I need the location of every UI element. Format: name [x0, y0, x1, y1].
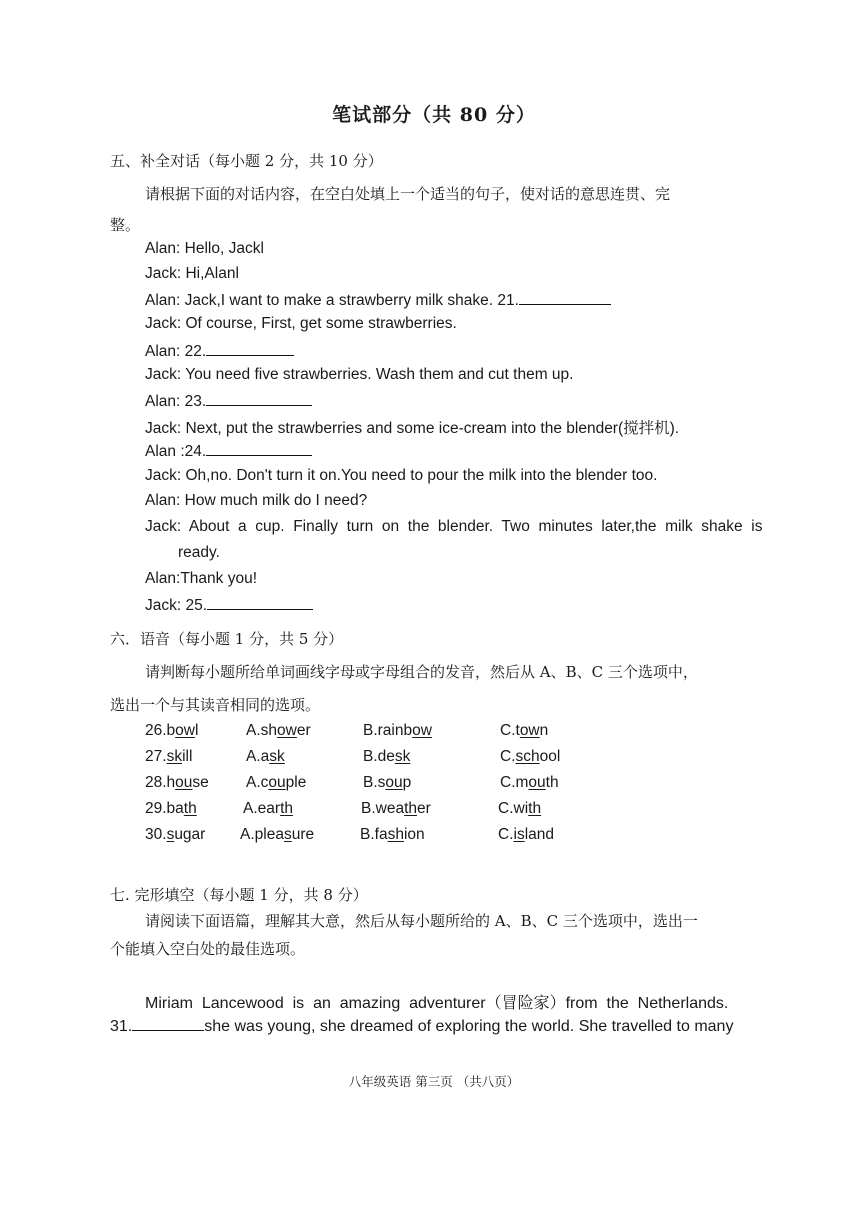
phonetics-option-c[interactable]: C.town — [500, 722, 549, 739]
answer-blank-23[interactable] — [206, 391, 312, 406]
section6-instruction-line1: 请判断每小题所给单词画线字母或字母组合的发音，然后从 A、B、C 三个选项中， — [145, 663, 698, 681]
phonetics-option-c[interactable]: C.mouth — [500, 774, 559, 791]
dialogue-line: Jack: Hi,Alanl — [145, 265, 239, 282]
dialogue-line: Jack: Oh,no. Don't turn it on.You need to pour the milk into the blender too. — [145, 467, 658, 484]
dialogue-line-23 — [145, 391, 312, 411]
dialogue-line-24 — [145, 441, 312, 461]
phonetics-option-c[interactable]: C.with — [498, 800, 542, 817]
answer-blank-22[interactable] — [206, 341, 294, 356]
phonetics-option-b[interactable]: B.rainbow — [363, 722, 432, 739]
dialogue-text: Jack: 25. — [145, 597, 208, 614]
dialogue-text: Alan: 22. — [145, 343, 207, 360]
phonetics-option-b[interactable]: B.desk — [363, 748, 411, 765]
section7-instruction-line1: 请阅读下面语篇，理解其大意，然后从每小题所给的 A、B、C 三个选项中，选出一 — [145, 912, 698, 930]
phonetics-option-c[interactable]: C.island — [498, 826, 555, 843]
phonetics-question-27: 27.skill — [145, 748, 193, 765]
phonetics-option-b[interactable]: B.weather — [361, 800, 431, 817]
dialogue-line: Alan: How much milk do I need? — [145, 492, 368, 509]
page-title: 笔试部分（共 80 分） — [332, 104, 536, 126]
passage-line-2 — [110, 1016, 733, 1036]
dialogue-line: Jack: Of course, First, get some strawberries. — [145, 315, 457, 332]
phonetics-option-b[interactable]: B.fashion — [360, 826, 425, 843]
dialogue-line-continued: ready. — [178, 544, 220, 561]
phonetics-question-29: 29.bath — [145, 800, 197, 817]
phonetics-option-b[interactable]: B.soup — [363, 774, 412, 791]
page-footer: 八年级英语 第三页 （共八页） — [348, 1074, 520, 1089]
dialogue-line: Jack: About a cup. Finally turn on the blender. Two minutes later,the milk shake is — [145, 518, 763, 535]
phonetics-option-a[interactable]: A.shower — [246, 722, 311, 739]
section7-instruction-line2: 个能填入空白处的最佳选项。 — [110, 940, 306, 958]
phonetics-option-a[interactable]: A.pleasure — [240, 826, 315, 843]
answer-blank-24[interactable] — [206, 441, 312, 456]
phonetics-question-28: 28.house — [145, 774, 209, 791]
passage-line-1: Miriam Lancewood is an amazing adventurer（冒险家）from the Netherlands. — [145, 995, 729, 1012]
phonetics-option-a[interactable]: A.earth — [243, 800, 293, 817]
passage-text: she was young, she dreamed of exploring the world. She travelled to many — [204, 1018, 734, 1035]
dialogue-line-22 — [145, 341, 294, 361]
phonetics-option-a[interactable]: A.ask — [246, 748, 285, 765]
dialogue-line-25 — [145, 595, 313, 615]
dialogue-line-21 — [145, 290, 611, 310]
phonetics-option-c[interactable]: C.school — [500, 748, 561, 765]
phonetics-question-30: 30.sugar — [145, 826, 206, 843]
phonetics-question-26: 26.bowl — [145, 722, 199, 739]
dialogue-line: Jack: Next, put the strawberries and some ice-cream into the blender(搅拌机). — [145, 420, 680, 437]
dialogue-text: Alan: Jack,I want to make a strawberry milk shake. 21. — [145, 292, 519, 309]
answer-blank-31[interactable] — [132, 1016, 204, 1031]
dialogue-line: Jack: You need five strawberries. Wash them and cut them up. — [145, 366, 574, 383]
dialogue-line: Alan: Hello, Jackl — [145, 240, 264, 257]
phonetics-option-a[interactable]: A.couple — [246, 774, 307, 791]
section5-heading: 五、补全对话（每小题 2 分，共 10 分） — [110, 152, 383, 170]
answer-blank-25[interactable] — [207, 595, 313, 610]
section7-heading: 七. 完形填空（每小题 1 分，共 8 分） — [110, 886, 368, 904]
dialogue-line: Alan:Thank you! — [145, 570, 258, 587]
section5-instruction-line1: 请根据下面的对话内容，在空白处填上一个适当的句子，使对话的意思连贯、完 — [145, 185, 671, 203]
section5-instruction-line2: 整。 — [110, 216, 141, 234]
answer-blank-21[interactable] — [519, 290, 611, 305]
section6-instruction-line2: 选出一个与其读音相同的选项。 — [110, 696, 321, 714]
question-number-31: 31. — [110, 1018, 133, 1035]
section6-heading: 六．语音（每小题 1 分，共 5 分） — [110, 630, 344, 648]
dialogue-text: Alan: 23. — [145, 393, 207, 410]
dialogue-text: Alan :24. — [145, 443, 207, 460]
